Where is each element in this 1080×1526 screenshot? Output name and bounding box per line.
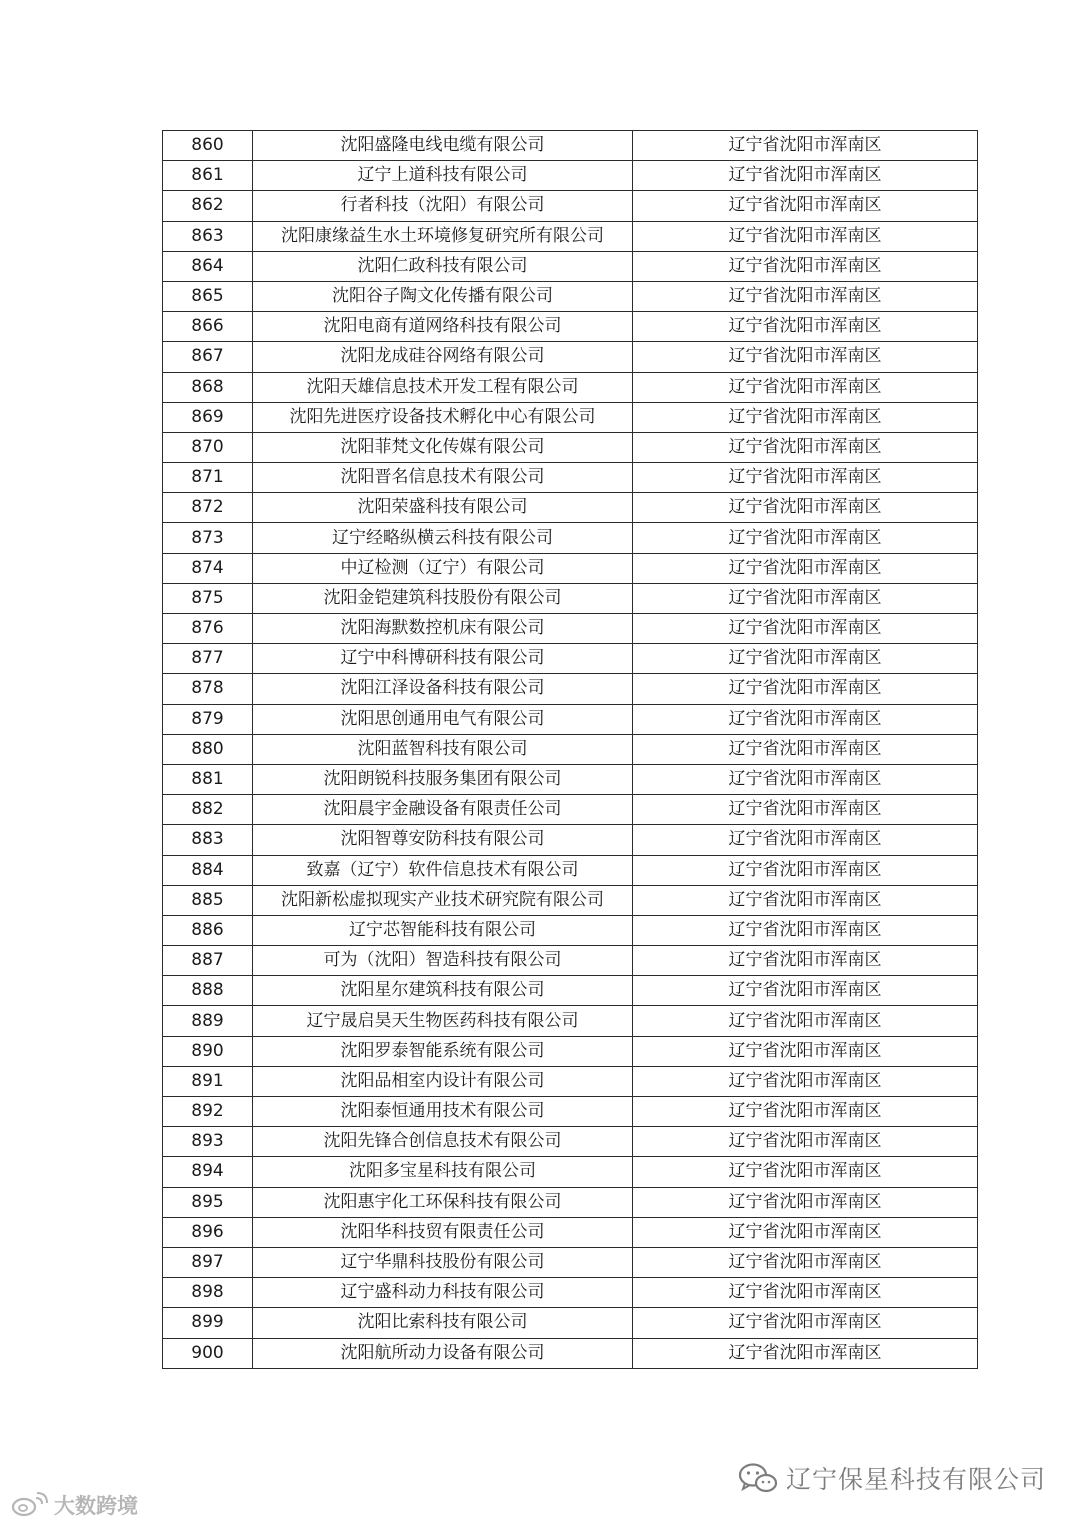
table-row [163, 1278, 978, 1308]
table-row [163, 1338, 978, 1368]
company-name-cell: 沈阳先锋合创信息技术有限公司 [253, 1127, 633, 1157]
company-name-cell: 沈阳荣盛科技有限公司 [253, 493, 633, 523]
company-name-cell: 沈阳龙成硅谷网络有限公司 [253, 342, 633, 372]
company-name-cell: 沈阳星尔建筑科技有限公司 [253, 976, 633, 1006]
location-cell: 辽宁省沈阳市浑南区 [633, 1036, 978, 1066]
company-name-cell: 行者科技（沈阳）有限公司 [253, 191, 633, 221]
company-name-cell: 沈阳菲梵文化传媒有限公司 [253, 432, 633, 462]
weibo-watermark [10, 1490, 138, 1520]
location-cell: 辽宁省沈阳市浑南区 [633, 1338, 978, 1368]
table-row [163, 855, 978, 885]
table-row [163, 281, 978, 311]
row-number-cell: 879 [163, 704, 253, 734]
company-name-cell: 辽宁盛科动力科技有限公司 [253, 1278, 633, 1308]
location-cell: 辽宁省沈阳市浑南区 [633, 432, 978, 462]
table-row [163, 976, 978, 1006]
location-cell: 辽宁省沈阳市浑南区 [633, 191, 978, 221]
location-cell: 辽宁省沈阳市浑南区 [633, 1066, 978, 1096]
row-number-cell: 869 [163, 402, 253, 432]
row-number-cell: 900 [163, 1338, 253, 1368]
row-number-cell: 872 [163, 493, 253, 523]
row-number-cell: 891 [163, 1066, 253, 1096]
company-name-cell: 沈阳泰恒通用技术有限公司 [253, 1097, 633, 1127]
row-number-cell: 886 [163, 915, 253, 945]
company-name-cell: 辽宁中科博研科技有限公司 [253, 644, 633, 674]
table-row [163, 131, 978, 161]
table-row [163, 583, 978, 613]
company-name-cell: 中辽检测（辽宁）有限公司 [253, 553, 633, 583]
company-name-cell: 可为（沈阳）智造科技有限公司 [253, 946, 633, 976]
location-cell: 辽宁省沈阳市浑南区 [633, 1097, 978, 1127]
location-cell: 辽宁省沈阳市浑南区 [633, 915, 978, 945]
location-cell: 辽宁省沈阳市浑南区 [633, 614, 978, 644]
row-number-cell: 882 [163, 795, 253, 825]
location-cell: 辽宁省沈阳市浑南区 [633, 1217, 978, 1247]
row-number-cell: 863 [163, 221, 253, 251]
location-cell: 辽宁省沈阳市浑南区 [633, 855, 978, 885]
location-cell: 辽宁省沈阳市浑南区 [633, 1187, 978, 1217]
row-number-cell: 895 [163, 1187, 253, 1217]
table-row [163, 523, 978, 553]
company-name-cell: 沈阳多宝星科技有限公司 [253, 1157, 633, 1187]
company-name-cell: 沈阳罗泰智能系统有限公司 [253, 1036, 633, 1066]
company-name-cell: 沈阳华科技贸有限责任公司 [253, 1217, 633, 1247]
table-row [163, 1157, 978, 1187]
row-number-cell: 878 [163, 674, 253, 704]
table-row [163, 402, 978, 432]
company-name-cell: 沈阳晨宇金融设备有限责任公司 [253, 795, 633, 825]
row-number-cell: 864 [163, 251, 253, 281]
table-row [163, 161, 978, 191]
company-name-cell: 致嘉（辽宁）软件信息技术有限公司 [253, 855, 633, 885]
location-cell: 辽宁省沈阳市浑南区 [633, 131, 978, 161]
location-cell: 辽宁省沈阳市浑南区 [633, 523, 978, 553]
row-number-cell: 871 [163, 463, 253, 493]
weibo-icon [10, 1492, 50, 1518]
table-row [163, 1187, 978, 1217]
table-row [163, 1006, 978, 1036]
location-cell: 辽宁省沈阳市浑南区 [633, 644, 978, 674]
wechat-icon [738, 1462, 778, 1494]
table-row [163, 493, 978, 523]
table-row [163, 885, 978, 915]
table-row [163, 1066, 978, 1096]
row-number-cell: 873 [163, 523, 253, 553]
table-row [163, 915, 978, 945]
row-number-cell: 885 [163, 885, 253, 915]
location-cell: 辽宁省沈阳市浑南区 [633, 1278, 978, 1308]
company-name-cell: 沈阳蓝智科技有限公司 [253, 734, 633, 764]
location-cell: 辽宁省沈阳市浑南区 [633, 221, 978, 251]
wechat-watermark [738, 1460, 1046, 1496]
location-cell: 辽宁省沈阳市浑南区 [633, 342, 978, 372]
location-cell: 辽宁省沈阳市浑南区 [633, 704, 978, 734]
row-number-cell: 865 [163, 281, 253, 311]
row-number-cell: 897 [163, 1247, 253, 1277]
table-row [163, 312, 978, 342]
company-name-cell: 沈阳盛隆电线电缆有限公司 [253, 131, 633, 161]
company-name-cell: 沈阳谷子陶文化传播有限公司 [253, 281, 633, 311]
row-number-cell: 875 [163, 583, 253, 613]
company-name-cell: 沈阳智尊安防科技有限公司 [253, 825, 633, 855]
location-cell: 辽宁省沈阳市浑南区 [633, 281, 978, 311]
location-cell: 辽宁省沈阳市浑南区 [633, 312, 978, 342]
company-name-cell: 沈阳朗锐科技服务集团有限公司 [253, 764, 633, 794]
company-name-cell: 沈阳晋名信息技术有限公司 [253, 463, 633, 493]
table-row [163, 432, 978, 462]
location-cell: 辽宁省沈阳市浑南区 [633, 402, 978, 432]
wechat-watermark-text: 辽宁保星科技有限公司 [785, 1465, 1046, 1494]
row-number-cell: 898 [163, 1278, 253, 1308]
location-cell: 辽宁省沈阳市浑南区 [633, 161, 978, 191]
table-row [163, 674, 978, 704]
location-cell: 辽宁省沈阳市浑南区 [633, 493, 978, 523]
company-name-cell: 沈阳航所动力设备有限公司 [253, 1338, 633, 1368]
company-name-cell: 辽宁晟启昊天生物医药科技有限公司 [253, 1006, 633, 1036]
location-cell: 辽宁省沈阳市浑南区 [633, 1006, 978, 1036]
company-table [162, 130, 978, 1369]
table-row [163, 221, 978, 251]
row-number-cell: 867 [163, 342, 253, 372]
company-name-cell: 沈阳电商有道网络科技有限公司 [253, 312, 633, 342]
table-row [163, 1097, 978, 1127]
location-cell: 辽宁省沈阳市浑南区 [633, 1308, 978, 1338]
row-number-cell: 892 [163, 1097, 253, 1127]
table-row [163, 372, 978, 402]
table-row [163, 644, 978, 674]
company-name-cell: 沈阳康缘益生水土环境修复研究所有限公司 [253, 221, 633, 251]
row-number-cell: 893 [163, 1127, 253, 1157]
table-row [163, 251, 978, 281]
table-row [163, 1036, 978, 1066]
table-row [163, 795, 978, 825]
company-name-cell: 沈阳仁政科技有限公司 [253, 251, 633, 281]
row-number-cell: 860 [163, 131, 253, 161]
location-cell: 辽宁省沈阳市浑南区 [633, 463, 978, 493]
row-number-cell: 894 [163, 1157, 253, 1187]
table-row [163, 946, 978, 976]
table-row [163, 1308, 978, 1338]
table-row [163, 553, 978, 583]
row-number-cell: 866 [163, 312, 253, 342]
row-number-cell: 876 [163, 614, 253, 644]
weibo-watermark-text: 大数跨境 [54, 1494, 138, 1518]
row-number-cell: 870 [163, 432, 253, 462]
row-number-cell: 890 [163, 1036, 253, 1066]
row-number-cell: 874 [163, 553, 253, 583]
location-cell: 辽宁省沈阳市浑南区 [633, 1127, 978, 1157]
row-number-cell: 896 [163, 1217, 253, 1247]
location-cell: 辽宁省沈阳市浑南区 [633, 583, 978, 613]
company-name-cell: 沈阳思创通用电气有限公司 [253, 704, 633, 734]
location-cell: 辽宁省沈阳市浑南区 [633, 251, 978, 281]
company-name-cell: 沈阳江泽设备科技有限公司 [253, 674, 633, 704]
location-cell: 辽宁省沈阳市浑南区 [633, 1157, 978, 1187]
table-row [163, 614, 978, 644]
table-row [163, 734, 978, 764]
location-cell: 辽宁省沈阳市浑南区 [633, 795, 978, 825]
row-number-cell: 861 [163, 161, 253, 191]
table-row [163, 704, 978, 734]
row-number-cell: 862 [163, 191, 253, 221]
row-number-cell: 888 [163, 976, 253, 1006]
location-cell: 辽宁省沈阳市浑南区 [633, 674, 978, 704]
row-number-cell: 887 [163, 946, 253, 976]
row-number-cell: 868 [163, 372, 253, 402]
location-cell: 辽宁省沈阳市浑南区 [633, 764, 978, 794]
table-row [163, 825, 978, 855]
company-name-cell: 辽宁华鼎科技股份有限公司 [253, 1247, 633, 1277]
row-number-cell: 877 [163, 644, 253, 674]
location-cell: 辽宁省沈阳市浑南区 [633, 885, 978, 915]
company-name-cell: 沈阳比索科技有限公司 [253, 1308, 633, 1338]
company-table-body [163, 131, 978, 1369]
company-name-cell: 沈阳金铠建筑科技股份有限公司 [253, 583, 633, 613]
row-number-cell: 881 [163, 764, 253, 794]
table-row [163, 1127, 978, 1157]
location-cell: 辽宁省沈阳市浑南区 [633, 553, 978, 583]
location-cell: 辽宁省沈阳市浑南区 [633, 1247, 978, 1277]
row-number-cell: 889 [163, 1006, 253, 1036]
row-number-cell: 883 [163, 825, 253, 855]
location-cell: 辽宁省沈阳市浑南区 [633, 372, 978, 402]
row-number-cell: 884 [163, 855, 253, 885]
table-row [163, 342, 978, 372]
location-cell: 辽宁省沈阳市浑南区 [633, 946, 978, 976]
company-name-cell: 辽宁芯智能科技有限公司 [253, 915, 633, 945]
company-name-cell: 辽宁上道科技有限公司 [253, 161, 633, 191]
table-row [163, 463, 978, 493]
location-cell: 辽宁省沈阳市浑南区 [633, 825, 978, 855]
table-row [163, 764, 978, 794]
row-number-cell: 899 [163, 1308, 253, 1338]
company-name-cell: 辽宁经略纵横云科技有限公司 [253, 523, 633, 553]
company-name-cell: 沈阳先进医疗设备技术孵化中心有限公司 [253, 402, 633, 432]
company-name-cell: 沈阳新松虚拟现实产业技术研究院有限公司 [253, 885, 633, 915]
table-row [163, 1217, 978, 1247]
company-name-cell: 沈阳惠宇化工环保科技有限公司 [253, 1187, 633, 1217]
company-name-cell: 沈阳天雄信息技术开发工程有限公司 [253, 372, 633, 402]
company-table-container [162, 130, 977, 1369]
location-cell: 辽宁省沈阳市浑南区 [633, 734, 978, 764]
row-number-cell: 880 [163, 734, 253, 764]
company-name-cell: 沈阳海默数控机床有限公司 [253, 614, 633, 644]
table-row [163, 191, 978, 221]
company-name-cell: 沈阳品相室内设计有限公司 [253, 1066, 633, 1096]
table-row [163, 1247, 978, 1277]
location-cell: 辽宁省沈阳市浑南区 [633, 976, 978, 1006]
